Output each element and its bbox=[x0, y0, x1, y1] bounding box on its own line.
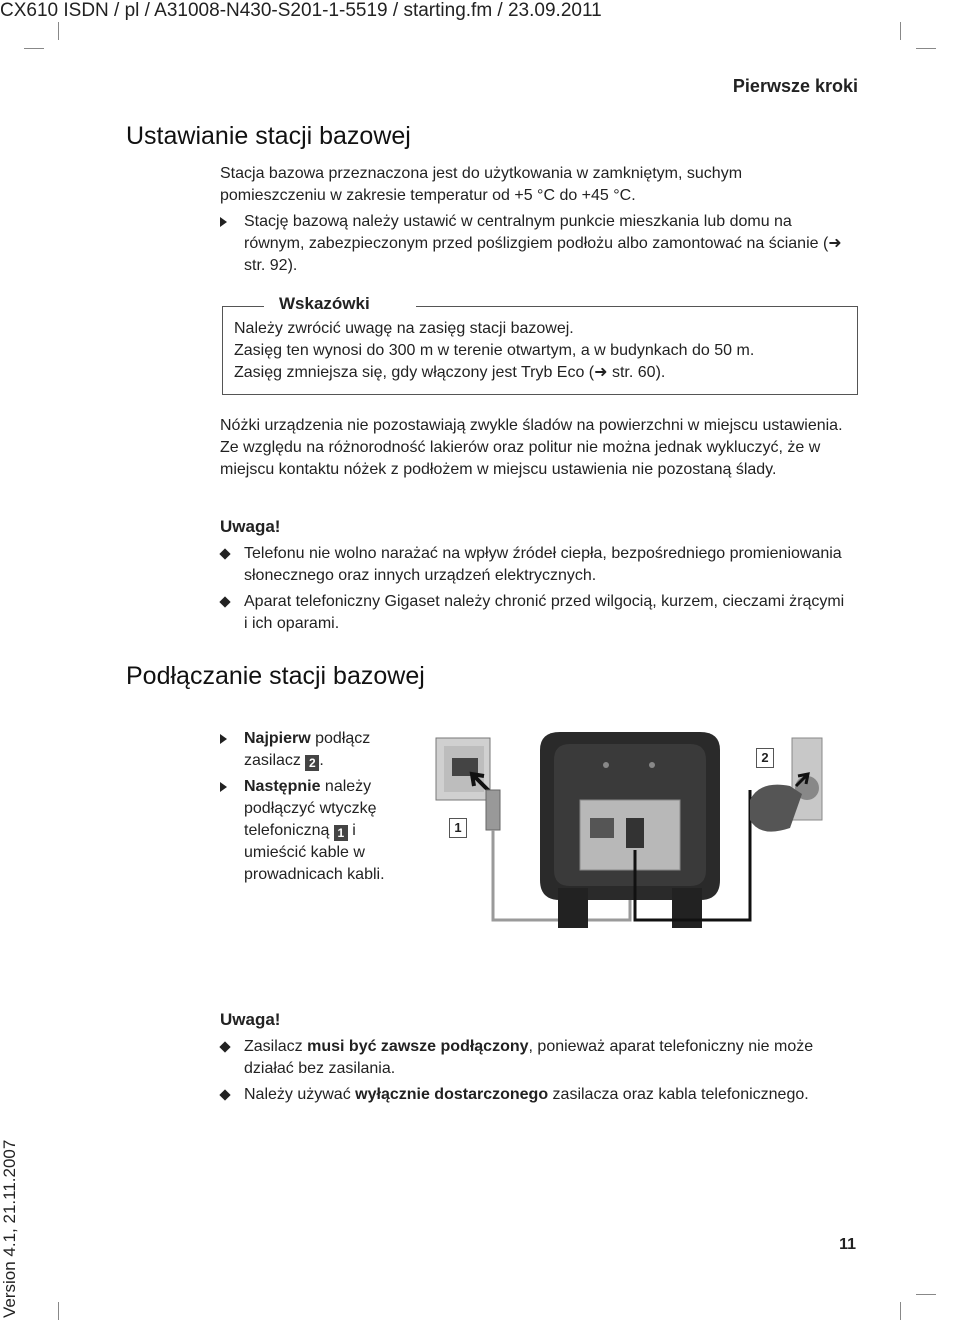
bullet-diamond-icon bbox=[219, 548, 230, 559]
note-title: Wskazówki bbox=[279, 294, 370, 313]
warning-text: zasilacza oraz kabla telefonicznego. bbox=[548, 1086, 809, 1103]
intro-paragraph: Stacja bazowa przeznaczona jest do użytkowania w zamkniętym, suchym pomieszczeniu w zakresie temperatur od +5 °C do +45 °C. bbox=[220, 165, 743, 204]
crop-mark bbox=[916, 1294, 936, 1295]
page-number: 11 bbox=[839, 1236, 856, 1253]
note-border bbox=[416, 306, 857, 307]
connect-step bbox=[220, 728, 390, 772]
screw bbox=[603, 762, 609, 768]
crop-mark bbox=[900, 22, 901, 40]
figure-label-2: 2 bbox=[756, 748, 774, 768]
warning-item bbox=[220, 591, 850, 635]
step-emphasis: Następnie bbox=[244, 778, 321, 795]
step-arrow-icon bbox=[220, 782, 227, 792]
note-line: Zasięg ten wynosi do 300 m w terenie otwartym, a w budynkach do 50 m. bbox=[234, 342, 755, 359]
note-line: Należy zwrócić uwagę na zasięg stacji bazowej. bbox=[234, 320, 574, 337]
version-stamp: Version 4.1, 21.11.2007 bbox=[0, 1139, 19, 1318]
warning-title: Uwaga! bbox=[220, 517, 281, 536]
bullet-diamond-icon bbox=[219, 1089, 230, 1100]
crop-mark bbox=[900, 1302, 901, 1320]
step-arrow-icon bbox=[220, 217, 227, 227]
warning-text: Aparat telefoniczny Gigaset należy chronić przed wilgocią, kurzem, cieczami żrącymi i ich oparami. bbox=[244, 593, 845, 632]
phone-port bbox=[590, 818, 614, 838]
warning-text: Telefonu nie wolno narażać na wpływ źródeł ciepła, bezpośredniego promieniowania słonecznego oraz innych urządzeń elektrycznych. bbox=[244, 545, 842, 584]
power-port bbox=[626, 818, 644, 848]
crop-mark bbox=[24, 48, 44, 49]
crop-mark bbox=[916, 48, 936, 49]
step-text: i umieścić kable w prowadnicach kabli. bbox=[244, 822, 385, 883]
step-text: należy podłączyć wtyczkę telefoniczną bbox=[244, 778, 377, 839]
warning-emphasis: musi być zawsze podłączony bbox=[307, 1038, 529, 1055]
section-title-connect: Podłączanie stacji bazowej bbox=[126, 662, 425, 690]
warning-item bbox=[220, 1084, 850, 1106]
warning-item bbox=[220, 543, 850, 587]
bullet-diamond-icon bbox=[219, 1041, 230, 1052]
setup-step bbox=[220, 211, 850, 277]
step-number-badge: 2 bbox=[305, 755, 319, 771]
step-arrow-icon bbox=[220, 734, 227, 744]
warning-text: , ponieważ aparat telefoniczny nie może działać bez zasilania. bbox=[244, 1038, 814, 1077]
note-line: Zasięg zmniejsza się, gdy włączony jest Tryb Eco (➜ str. 60). bbox=[234, 364, 666, 381]
crop-mark bbox=[58, 22, 59, 40]
section-label: Pierwsze kroki bbox=[732, 76, 858, 96]
setup-step-text: Stację bazową należy ustawić w centralnym punkcie mieszkania lub domu na równym, zabezpieczonym przed poślizgiem podłożu albo zamontować na ścianie (➜ str. 92). bbox=[244, 213, 842, 274]
step-text: . bbox=[319, 752, 324, 769]
warning-item bbox=[220, 1036, 850, 1080]
file-header: CX610 ISDN / pl / A31008-N430-S201-1-5519 / starting.fm / 23.09.2011 bbox=[0, 0, 602, 21]
note-text bbox=[234, 318, 844, 384]
base-station-foot bbox=[672, 888, 702, 928]
step-number-badge: 1 bbox=[334, 825, 348, 841]
section-title-setup: Ustawianie stacji bazowej bbox=[126, 122, 411, 150]
screw bbox=[649, 762, 655, 768]
step-text: podłącz zasilacz bbox=[244, 730, 371, 769]
crop-mark bbox=[58, 1302, 59, 1320]
warning-text: Należy używać bbox=[244, 1086, 356, 1103]
warning-title: Uwaga! bbox=[220, 1010, 281, 1029]
base-station-foot bbox=[558, 888, 588, 928]
power-adapter bbox=[750, 785, 802, 832]
step-emphasis: Najpierw bbox=[244, 730, 311, 747]
bullet-diamond-icon bbox=[219, 596, 230, 607]
warning-emphasis: wyłącznie dostarczonego bbox=[355, 1086, 549, 1103]
phone-plug bbox=[486, 790, 500, 830]
figure-label-1: 1 bbox=[449, 818, 467, 838]
feet-paragraph: Nóżki urządzenia nie pozostawiają zwykle śladów na powierzchni w miejscu ustawienia. Ze względu na różnorodność lakierów oraz politur nie można jednak wykluczyć, że w miejscu kontaktu nóżek z podłożem w miejscu ustawienia nie pozostaną ślady. bbox=[220, 417, 843, 478]
warning-text: Zasilacz bbox=[244, 1038, 308, 1055]
connect-step bbox=[220, 776, 395, 886]
note-border bbox=[222, 306, 264, 307]
